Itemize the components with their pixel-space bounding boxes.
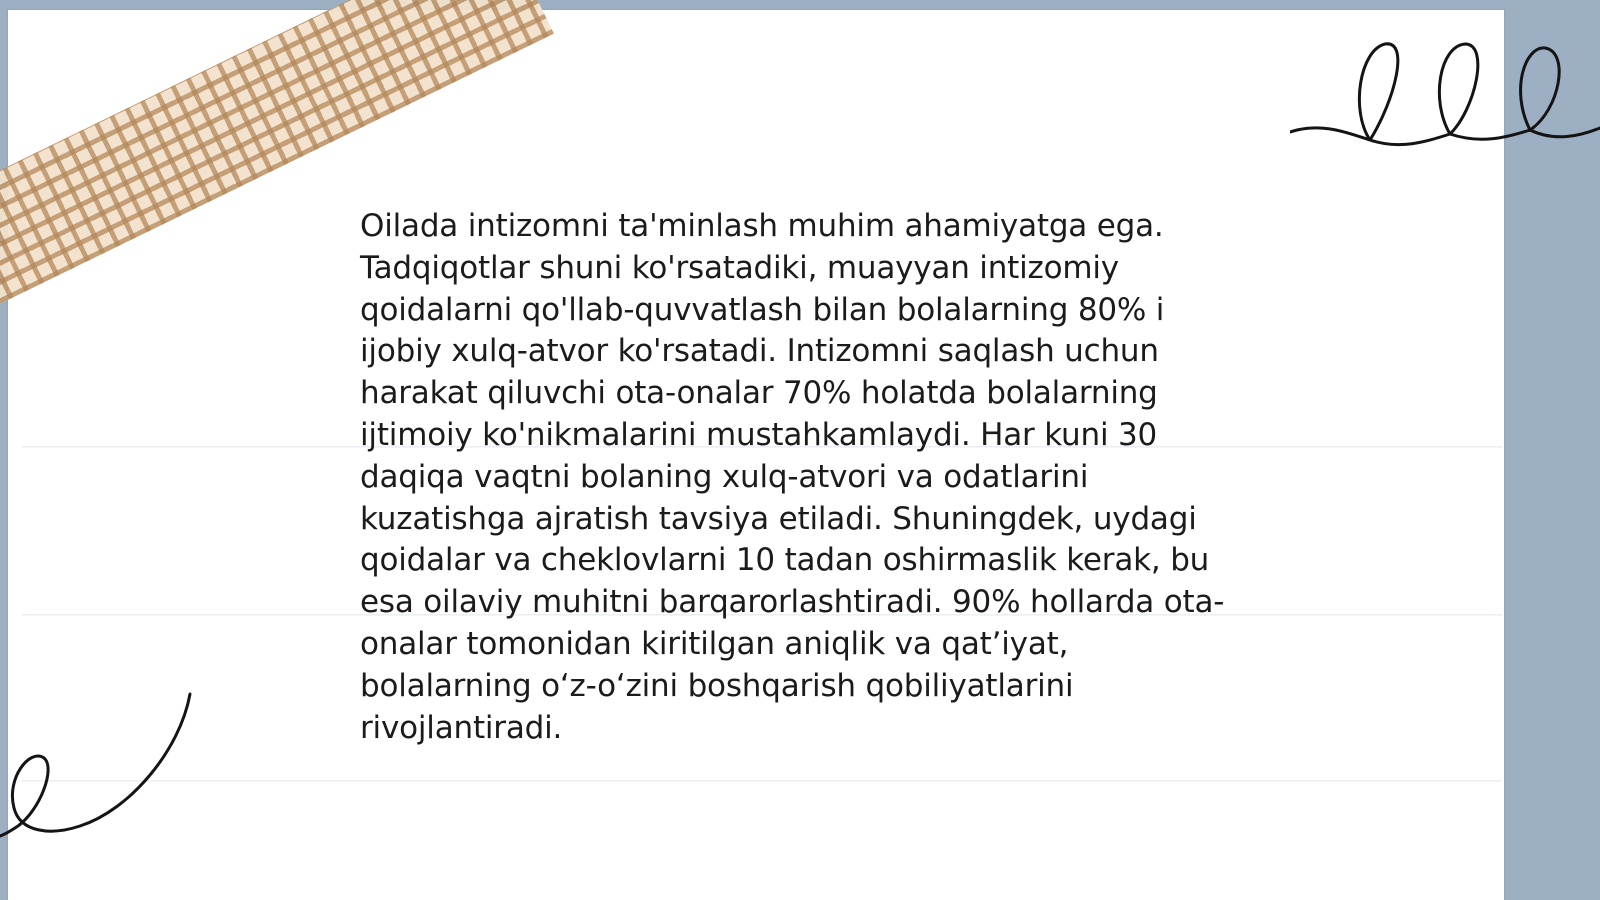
paper-fold-line bbox=[22, 780, 1502, 782]
swirl-doodle-icon bbox=[0, 690, 200, 850]
body-paragraph: Oilada intizomni ta'minlash muhim ahamiyatga ega. Tadqiqotlar shuni ko'rsatadiki, muayyan intizomiy qoidalarni qo'llab-quvvatlash bilan bolalarning 80% i ijobiy xulq-atvor ko'rsatadi. Intizomni saqlash uchun harakat qiluvchi ota-onalar 70% holatda bolalarning ijtimoiy ko'nikmalarini mustahkamlaydi. Har kuni 30 daqiqa vaqtni bolaning xulq-atvori va odatlarini kuzatishga ajratish tavsiya etiladi. Shuningdek, uydagi qoidalar va cheklovlarni 10 tadan oshirmaslik kerak, bu esa oilaviy muhitni barqarorlashtiradi. 90% hollarda ota-onalar tomonidan kiritilgan aniqlik va qat’iyat, bolalarning o‘z-o‘zini boshqarish qobiliyatlarini rivojlantiradi. bbox=[360, 208, 1225, 746]
loop-doodle-icon bbox=[1290, 30, 1600, 170]
